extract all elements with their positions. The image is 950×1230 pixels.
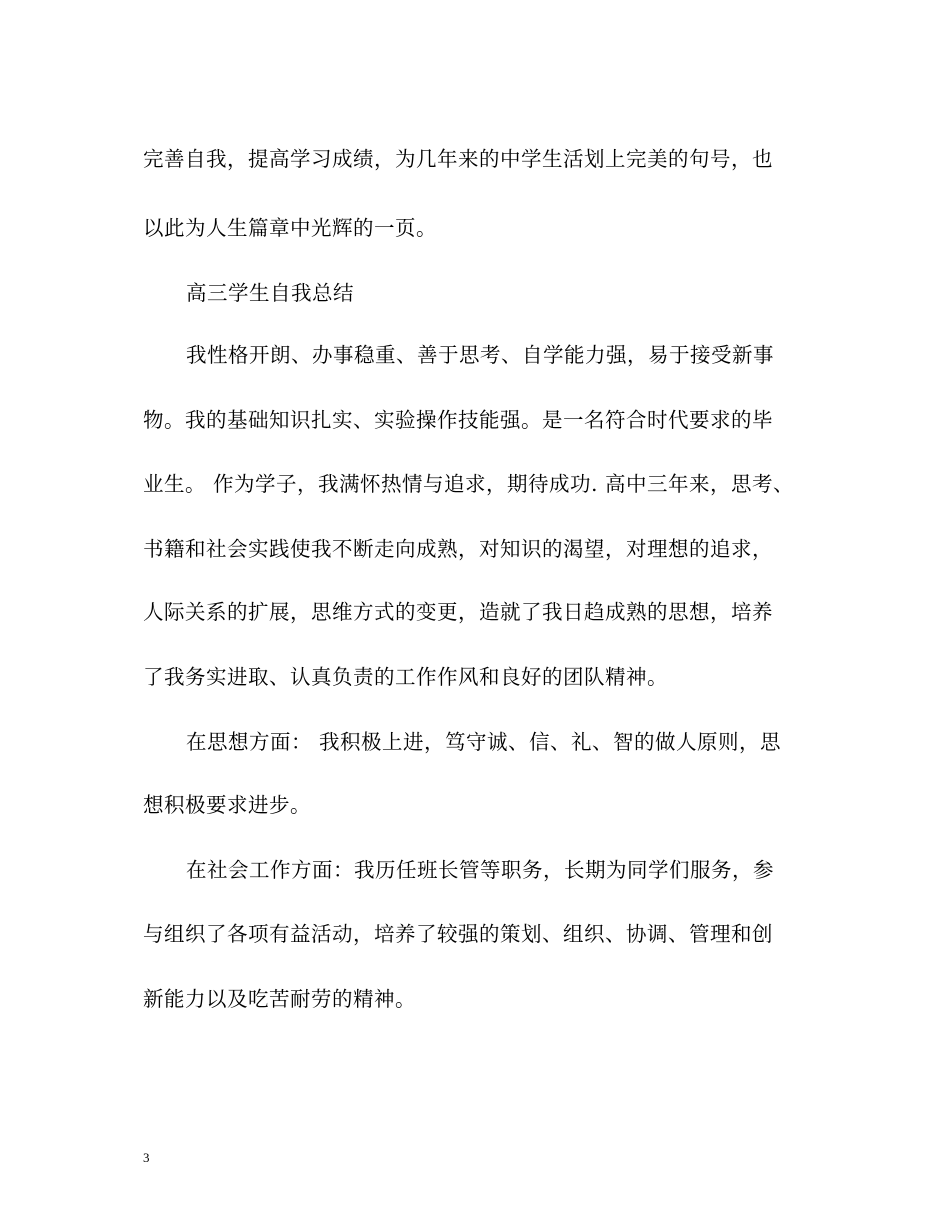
paragraph-line: 人际关系的扩展，思维方式的变更，造就了我日趋成熟的思想，培养 [143, 600, 773, 624]
paragraph-line: 了我务实进取、认真负责的工作作风和良好的团队精神。 [143, 665, 668, 689]
paragraph-line: 在思想方面： 我积极上进，笃守诚、信、礼、智的做人原则，思 [186, 730, 782, 754]
paragraph-line: 新能力以及吃苦耐劳的精神。 [143, 987, 416, 1011]
paragraph-line: 在社会工作方面：我历任班长管等职务，长期为同学们服务，参 [186, 858, 774, 882]
section-heading: 高三学生自我总结 [186, 281, 354, 305]
page-number: 3 [143, 1150, 150, 1165]
paragraph-line: 书籍和社会实践使我不断走向成熟，对知识的渴望，对理想的追求， [143, 537, 773, 561]
paragraph-line: 以此为人生篇章中光辉的一页。 [143, 216, 437, 240]
paragraph-line: 想积极要求进步。 [143, 793, 311, 817]
paragraph-line: 业生。 作为学子，我满怀热情与追求，期待成功. 高中三年来，思考、 [143, 472, 795, 496]
paragraph-line: 与组织了各项有益活动，培养了较强的策划、组织、协调、管理和创 [143, 922, 773, 946]
paragraph-line: 完善自我，提高学习成绩，为几年来的中学生活划上完美的句号，也 [143, 147, 773, 171]
paragraph-line: 物。我的基础知识扎实、实验操作技能强。是一名符合时代要求的毕 [143, 408, 773, 432]
paragraph-line: 我性格开朗、办事稳重、善于思考、自学能力强，易于接受新事 [186, 343, 774, 367]
